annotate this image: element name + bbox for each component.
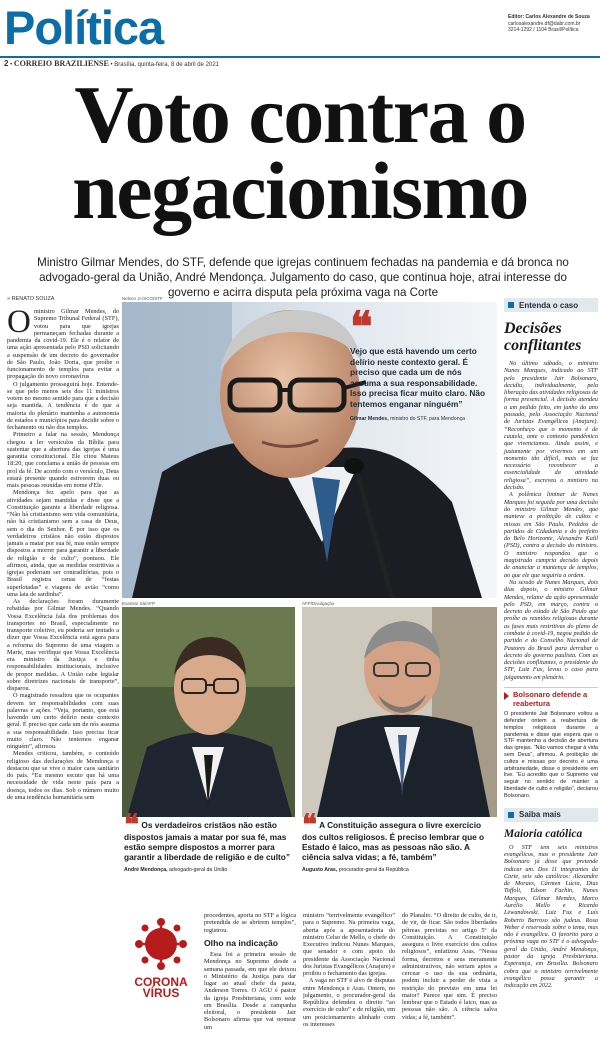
article-column-2 — [204, 912, 296, 1052]
photo-credit: AFP/Divulgação — [302, 601, 335, 606]
quote-text — [124, 810, 296, 862]
quote-author-role: advogado-geral da União — [168, 867, 228, 873]
subheadline: Ministro Gilmar Mendes, do STF, defende que igrejas continuem fechadas na pandemia e dá bronca no advogado-geral da União, André Mendonça. Julgamento do caso, que continua hoje, atrai interesse do governo e acirra disputa pela próxima vaga na Corte — [37, 256, 569, 299]
publication-name: CORREIO BRAZILIENSE — [13, 59, 109, 68]
article-paragraph: Essa foi a primeira sessão de Mendonça no Supremo desde a semana passada, em que ele deixou o Ministério da Justiça para dar lugar ao atual chefe da pasta, Anderson Torres. O AGU é pastor da igreja Presbiteriana, com sede em Brasília. Desde a campanha eleitoral, o presidente Jair Bolsonaro afirma que vai nomear um — [204, 951, 296, 1031]
article-paragraph: O julgamento prosseguirá hoje. Entende-se que pelo menos seis dos 11 ministros votem no mesmo sentido para que a decisão seja mantida. A tendência é de que a maioria do plenário mantenha a autonomia de estados e municípios para decidir sobre o fechamento ou não dos templos. — [7, 380, 119, 431]
editor-info — [508, 14, 600, 50]
quote-body: Os verdadeiros cristãos não estão dispostos jamais a matar por sua fé, mas estão sempre dispostos a morrer para garantir a liberdade de religião e de culto” — [124, 820, 290, 862]
quote-author: André Mendonça, — [124, 867, 168, 873]
editor-email: carlosalexandre.df@dabr.com.br — [508, 20, 581, 27]
sidebar-subsection-label: Bolsonaro defende a reabertura — [513, 690, 588, 708]
covid-word-1: CORONA — [134, 975, 188, 989]
quote-attribution — [302, 867, 497, 873]
article-paragraph: Mendes criticou, também, o conteúdo religioso das declarações de Mendonça e destacou que se vive o maior caos sanitário do país. “Eu mesmo escuto que há uma necessidade de vida neste país para a doença, todos os dias. Sob o número muito de uma tendência humanitária sem — [7, 750, 119, 801]
article-body-column — [7, 308, 119, 892]
sidebar-paragraph: Na sessão de Nunes Marques, dois dias depois, o ministro Gilmar Mendes, relator da ação apresentada pelo PSD, em março, contra o decreto do estado de São Paulo que proíbe as reuniões religiosas durante as fases mais restritivas do plano de combate à covid-19, negou pedido de partido e do Conselho Nacional de Pastores do Brasil para derrubar o decreto do governo paulista. Com as decisões conflitantes, o presidente do STF, Luiz Fux, levou o caso para julgamento em plenário. — [504, 578, 598, 681]
quote-author: Augusto Aras, — [302, 867, 338, 873]
article-paragraph: A vaga no STF é alvo de disputas entre Mendonça e Aras. Ontem, no julgamento, o procurador-geral da República defendeu o direito “ao exercício de culto” e de religião, em um posicionamento alinhado com os interesses — [303, 977, 395, 1028]
quote-mark-icon: ❝ — [124, 810, 140, 841]
photo-augusto-aras — [302, 607, 497, 817]
sidebar-tag — [504, 298, 598, 312]
page-info-bar: 2 • CORREIO BRAZILIENSE • Brasília, quinta-feira, 8 de abril de 2021 — [4, 59, 219, 68]
article-paragraph: Mendonça fez apelo para que as atividades sejam mantidas e disse que a Constituição garante a liberdade religiosa. “Não há cristianismo sem vida comunitária, não há cristianismo sem a casa de Deus, sem o dia do Senhor. É por isso que os verdadeiros cristãos não estão dispostos jamais a matar por sua fé, mas estão sempre dispostos a morrer para garantir a liberdade de religião e de culto”, pontuou. Ele afirmou, ainda, que as medidas restritivas a igrejas poderiam ser contraditórias, pois o Brasil registra cenas de “festas superlotadas” e viagens de avião “como uma lata de sardinha”. — [7, 489, 119, 598]
sidebar-headline: Maioria católica — [504, 827, 583, 840]
quote-author-role: procurador-geral da República — [338, 867, 409, 873]
section-title: Política — [4, 1, 164, 54]
quote-text — [302, 810, 497, 862]
virus-icon — [125, 912, 197, 972]
sidebar-tag — [504, 808, 598, 822]
pull-quote-gilmar — [350, 305, 490, 422]
headline-line-2: negacionismo — [72, 145, 528, 236]
sidebar-subsection-title — [504, 687, 598, 708]
article-paragraph: Primeiro a falar na sessão, Mendonça chegou a ler versículos da Bíblia para sustentar que a abertura das igrejas é uma garantia constitucional. Ele citou Mateus 18:20, que conclama a união de pessoas em prol da fé. De acordo com o versículo, Deus estará presente quando estiverem duas ou mais pessoas reunidas em nome d'Ele. — [7, 431, 119, 489]
sidebar-tag-label: Entenda o caso — [519, 300, 579, 310]
coronavirus-logo — [125, 912, 197, 1050]
sidebar-paragraph: No último sábado, o ministro Nunes Marques, indicado ao STF pelo presidente Jair Bolsonaro, decidiu, individualmente, pela liberação das atividades religiosas de forma presencial. A decisão atendeu a um pedido feito, em junho do ano passado, pela Associação Nacional de Juristas Evangélicos (Anajure). “Reconheço que o momento é de cautela, ante o contexto pandêmico que vivenciamos. Ainda assim, e justamente por vivermos em um momento tão difícil, mais se faz necessário reconhecer a essencialidade da atividade religiosa”, escreveu o ministro na decisão. — [504, 360, 598, 492]
sidebar-paragraph: A polêmica liminar de Nunes Marques foi seguida por uma decisão do ministro Gilmar Mendes, que manteve a proibição de cultos e missas em São Paulo. Pedidos de partidos de Cidadania e do prefeito do Belo Horizonte, Alexandre Kalil (PSD), contra a decisão do ministro. O ministro respondeu que o magistrado cumpria decisão depois de anunciar a mantença de templos, ao que ele que seguiria a ordem. — [504, 491, 598, 579]
covid-word-2: VÍRUS — [142, 986, 180, 1000]
quote-mark-icon: ❝ — [302, 810, 318, 841]
photo-credit: Evaristo Sá/AFP — [122, 601, 156, 606]
article-paragraph: ministro “terrivelmente evangélico” para o Supremo. Na primeira vaga, aberta após a aposentadoria do ministro Celso de Mello, o chefe do Executivo indicou Nunes Marques, que senador e com apoio do presidente da Associação Nacional dos Juristas Evangélicos (Anajure) e proibiu o fechamento das igrejas. — [303, 912, 395, 977]
article-column-4 — [402, 912, 497, 1052]
sidebar-subsection-body: O presidente Jair Bolsonaro voltou a defender ontem a reabertura de templos religiosos durante a pandemia e disse que espera que o STF mantenha a decisão de abertura das igrejas. “Não vamos chegar à vida sem Deus”, afirmou. A proibição de cultos e missas por decreto é uma arbitrariedade, disse o presidente em live. “Eu acredito que o Supremo vai seguir no sentido de manter a liberdade de culto e religião”, declarou Bolsonaro. — [504, 711, 598, 799]
sidebar-tag-label: Saiba mais — [519, 810, 561, 820]
article-paragraph: As declarações foram duramente rebatidas por Gilmar Mendes. “Quando Vossa Excelência fala dos problemas dos transportes no Brasil, especialmente no transporte coletivo, eu poderia ser tentado a dizer que Vossa Excelência está agora para a reforma do Supremo de uma viagem a Marte, mas verifique que Vossa Excelência era ministro da Justiça e tinha responsabilidades institucionais, inclusive de propor medidas. A União cabe legislar sobre diretrizes nacionais de transporte”, disparou. — [7, 598, 119, 692]
quote-author: Gilmar Mendes, — [350, 415, 389, 422]
sidebar-paragraph: O STF tem seis ministros evangélicos, mas o presidente Jair Bolsonaro já disse que pretende indicar um. Dos 11 integrantes da Corte, seis são católicos: Alexandre de Moraes, Cármen Lúcia, Dias Toffoli, Edson Fachin, Nunes Marques, Gilmar Mendes, Marco Aurélio Mello e Ricardo Lewandowski. Luiz Fux e Luís Roberto Barroso são judeus. Rosa Weber é reservada sobre o tema, mas não é evangélica. O favorito para a próxima vaga no STF é o advogado-geral da União, André Mendonça, pastor da igreja Presbiteriana. Esperança, em Brasília. Bolsonaro cobra que o ministro terrivelmente evangélico possa garantir a indicação em 2022. — [504, 843, 598, 990]
triangle-icon — [504, 692, 509, 700]
quote-attribution — [350, 416, 490, 423]
pull-quote-andre — [124, 810, 296, 873]
quote-body: A Constituição assegura o livre exercício dos cultos religiosos. É preciso lembrar que o Estado é laico, mas as pessoas não são. A ciência salva vidas; a fé, também” — [302, 820, 485, 862]
page-number: 2 — [4, 59, 9, 68]
sidebar-body — [504, 360, 598, 681]
editor-line: Editor: Carlos Alexandre de Souza — [508, 14, 590, 20]
quote-author-role: ministro do STF, para Mendonça — [390, 415, 466, 422]
drop-cap: O — [7, 308, 31, 340]
square-icon — [508, 812, 514, 818]
square-icon — [508, 302, 514, 308]
article-paragraph: O magistrado ressaltou que os ocupantes devem ter responsabilidades com suas palavras e ações. “Veja, portanto, que está havendo um certo delírio neste contexto geral. É preciso que cada um de nós assuma a sua responsabilidade. Isso precisa ficar muito claro. Não tentemos enganar ninguém”, afirmou. — [7, 692, 119, 750]
editor-phone: 3214-1292 / 1104 Brasil/Política — [508, 27, 579, 34]
headline — [0, 69, 600, 236]
article-paragraph: ministro Gilmar Mendes, do Supremo Tribunal Federal (STF), votou para que igrejas permaneçam fechadas durante a pandemia da covid-19. Ele é o relator de uma ação apresentada pelo PSD solicitando a suspensão de um decreto do governador de São Paulo, João Doria, que proíbe o funcionamento de templos para evitar a propagação do novo coronavírus — [7, 308, 119, 381]
article-column-3 — [303, 912, 395, 1052]
sidebar-headline: Decisões conflitantes — [504, 320, 582, 354]
article-paragraph: procedentes, aporta no STF a lógica pretendida de se abrirem templos”, registrou. — [204, 912, 296, 934]
header-rule — [0, 56, 600, 58]
headline-line-1: Voto contra o — [74, 69, 526, 160]
byline: » RENATO SOUZA — [7, 296, 55, 302]
quote-attribution — [124, 867, 296, 873]
pull-quote-augusto — [302, 810, 497, 873]
quote-text: Vejo que está havendo um certo delírio neste contexto geral. É preciso que cada um de nós assuma a sua responsabilidade. Isso precisa ficar muito claro. Não tentemos enganar ninguém” — [350, 346, 486, 409]
article-paragraph: do Planalto. “O direito de culto, de ir, de vir, de ficar. São todos liberdades pétreas previstas no artigo 5º da Constituição. A Constituição assegura o livre exercício dos cultos religiosos”, enfatizou Aras. “Nessa forma, decretos e seus meramente administrativos, não seriam aptos a cercear o uso da sua ordinária, podem incluir a perder de vista a restrição do previsto em uma lei maior? Parece que sim. É preciso lembrar que o Estado é laico, mas as pessoas não são. A ciência salva vidas; a fé, também”. — [402, 912, 497, 1021]
sidebar — [504, 298, 598, 1052]
dateline: • Brasília, quinta-feira, 8 de abril de 2021 — [110, 62, 219, 68]
photo-andre-mendonca — [122, 607, 295, 817]
photo-credit: Nelson Jr./SCO/STF — [122, 296, 163, 301]
intertitle: Olho na indicação — [204, 937, 279, 948]
sidebar-body — [504, 844, 598, 990]
quote-mark-icon: ❝ — [350, 305, 373, 351]
